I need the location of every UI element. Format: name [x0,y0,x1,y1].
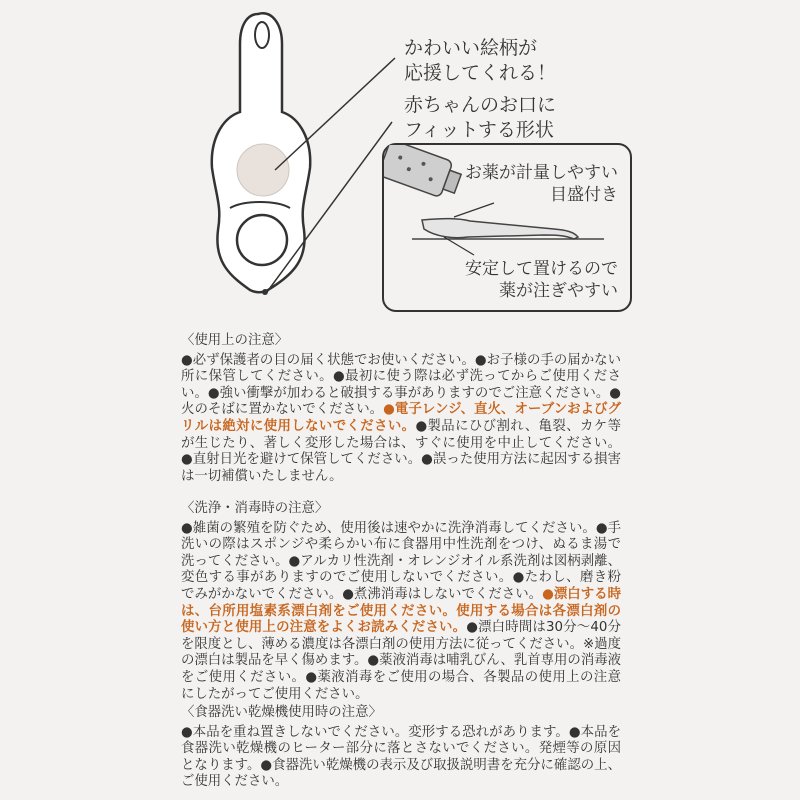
cleaning-caution-body [181,521,621,704]
usage-caution-text-1: ●必ず保護者の目の届く状態でお使いください。●お子様の手の届かない所に保管してください。●最初に使う際は必ず洗ってからご使用ください。●強い衝撃が加わると破損する事がありますのでご注意ください。●火のそばに置かないでください。 [181,352,621,418]
callout-stable [465,258,618,302]
callout-measure-line2: 目盛付き [550,185,618,205]
cleaning-caution-text-1: ●雑菌の繁殖を防ぐため、使用後は速やかに洗浄消毒してください。●手洗いの際はスポンジや柔らかい布に食器用中性洗剤をつけ、ぬるま湯で洗ってください。●アルカリ性洗剤・オレンジオイル系洗剤は図柄剥離、変色する事がありますのでご使用しないでください。●たわし、磨き粉でみがかないでください。●煮沸消毒はしないでください。 [181,520,621,602]
callout-measure [465,162,618,206]
usage-caution-body [181,353,621,486]
callout-stable-line1: 安定して置けるので [465,259,618,279]
usage-caution-text-2: ●製品にひび割れ、亀裂、カケ等が生じたり、著しく変形した場合は、すぐに使用を中止してください。●直射日光を避けて保管してください。●誤った使用方法に起因する損害は一切補償いたしません。 [181,418,621,484]
usage-caution-heading: 〈使用上の注意〉 [181,333,289,348]
dishwasher-caution-heading: 〈食器洗い乾燥機使用時の注意〉 [181,705,382,720]
cleaning-caution-heading: 〈洗浄・消毒時の注意〉 [181,501,329,516]
usage-caution-warning: ●電子レンジ、直火、オーブンおよびグリルは絶対に使用しないでください。 [181,402,621,434]
callout-stable-line2: 薬が注ぎやすい [499,281,618,301]
dishwasher-caution-section [181,705,621,791]
callout-pattern-line1: かわいい絵柄が [404,37,538,59]
callout-pattern [404,36,556,86]
dishwasher-caution-body [181,725,621,791]
callout-mouth-line1: 赤ちゃんのお口に [404,94,557,116]
cleaning-caution-warning: ●漂白する時は、台所用塩素系漂白剤をご使用ください。使用する場合は各漂白剤の使い方と使用上の注意をよくお読みください。 [181,586,621,636]
pattern-circle [237,144,289,196]
spoon-bowl [237,215,287,265]
dishwasher-caution-text: ●本品を重ね置きしないでください。変形する恐れがあります。●本品を食器洗い乾燥機のヒーター部分に落とさないでください。発煙等の原因となります。●食器洗い乾燥機の表示及び取扱説明書を充分に確認の上、ご使用ください。 [181,724,621,790]
detail-box [382,143,632,312]
callout-mouth [404,93,556,143]
cleaning-caution-section [181,501,621,703]
callout-measure-line1: お薬が計量しやすい [465,163,618,183]
usage-caution-section [181,333,621,485]
callout-pattern-line2: 応援してくれる！ [404,62,557,84]
cleaning-caution-text-2: ●漂白時間は30分～40分を限度とし、薄める濃度は各漂白剤の使用方法に従ってください。※過度の漂白は製品を早く傷めます。●薬液消毒は哺乳びん、乳首専用の消毒液をご使用ください。●薬液消毒をご使用の場合、各製品の使用上の注意にしたがってご使用ください。 [181,620,621,702]
callout-mouth-line2: フィットする形状 [404,119,554,141]
